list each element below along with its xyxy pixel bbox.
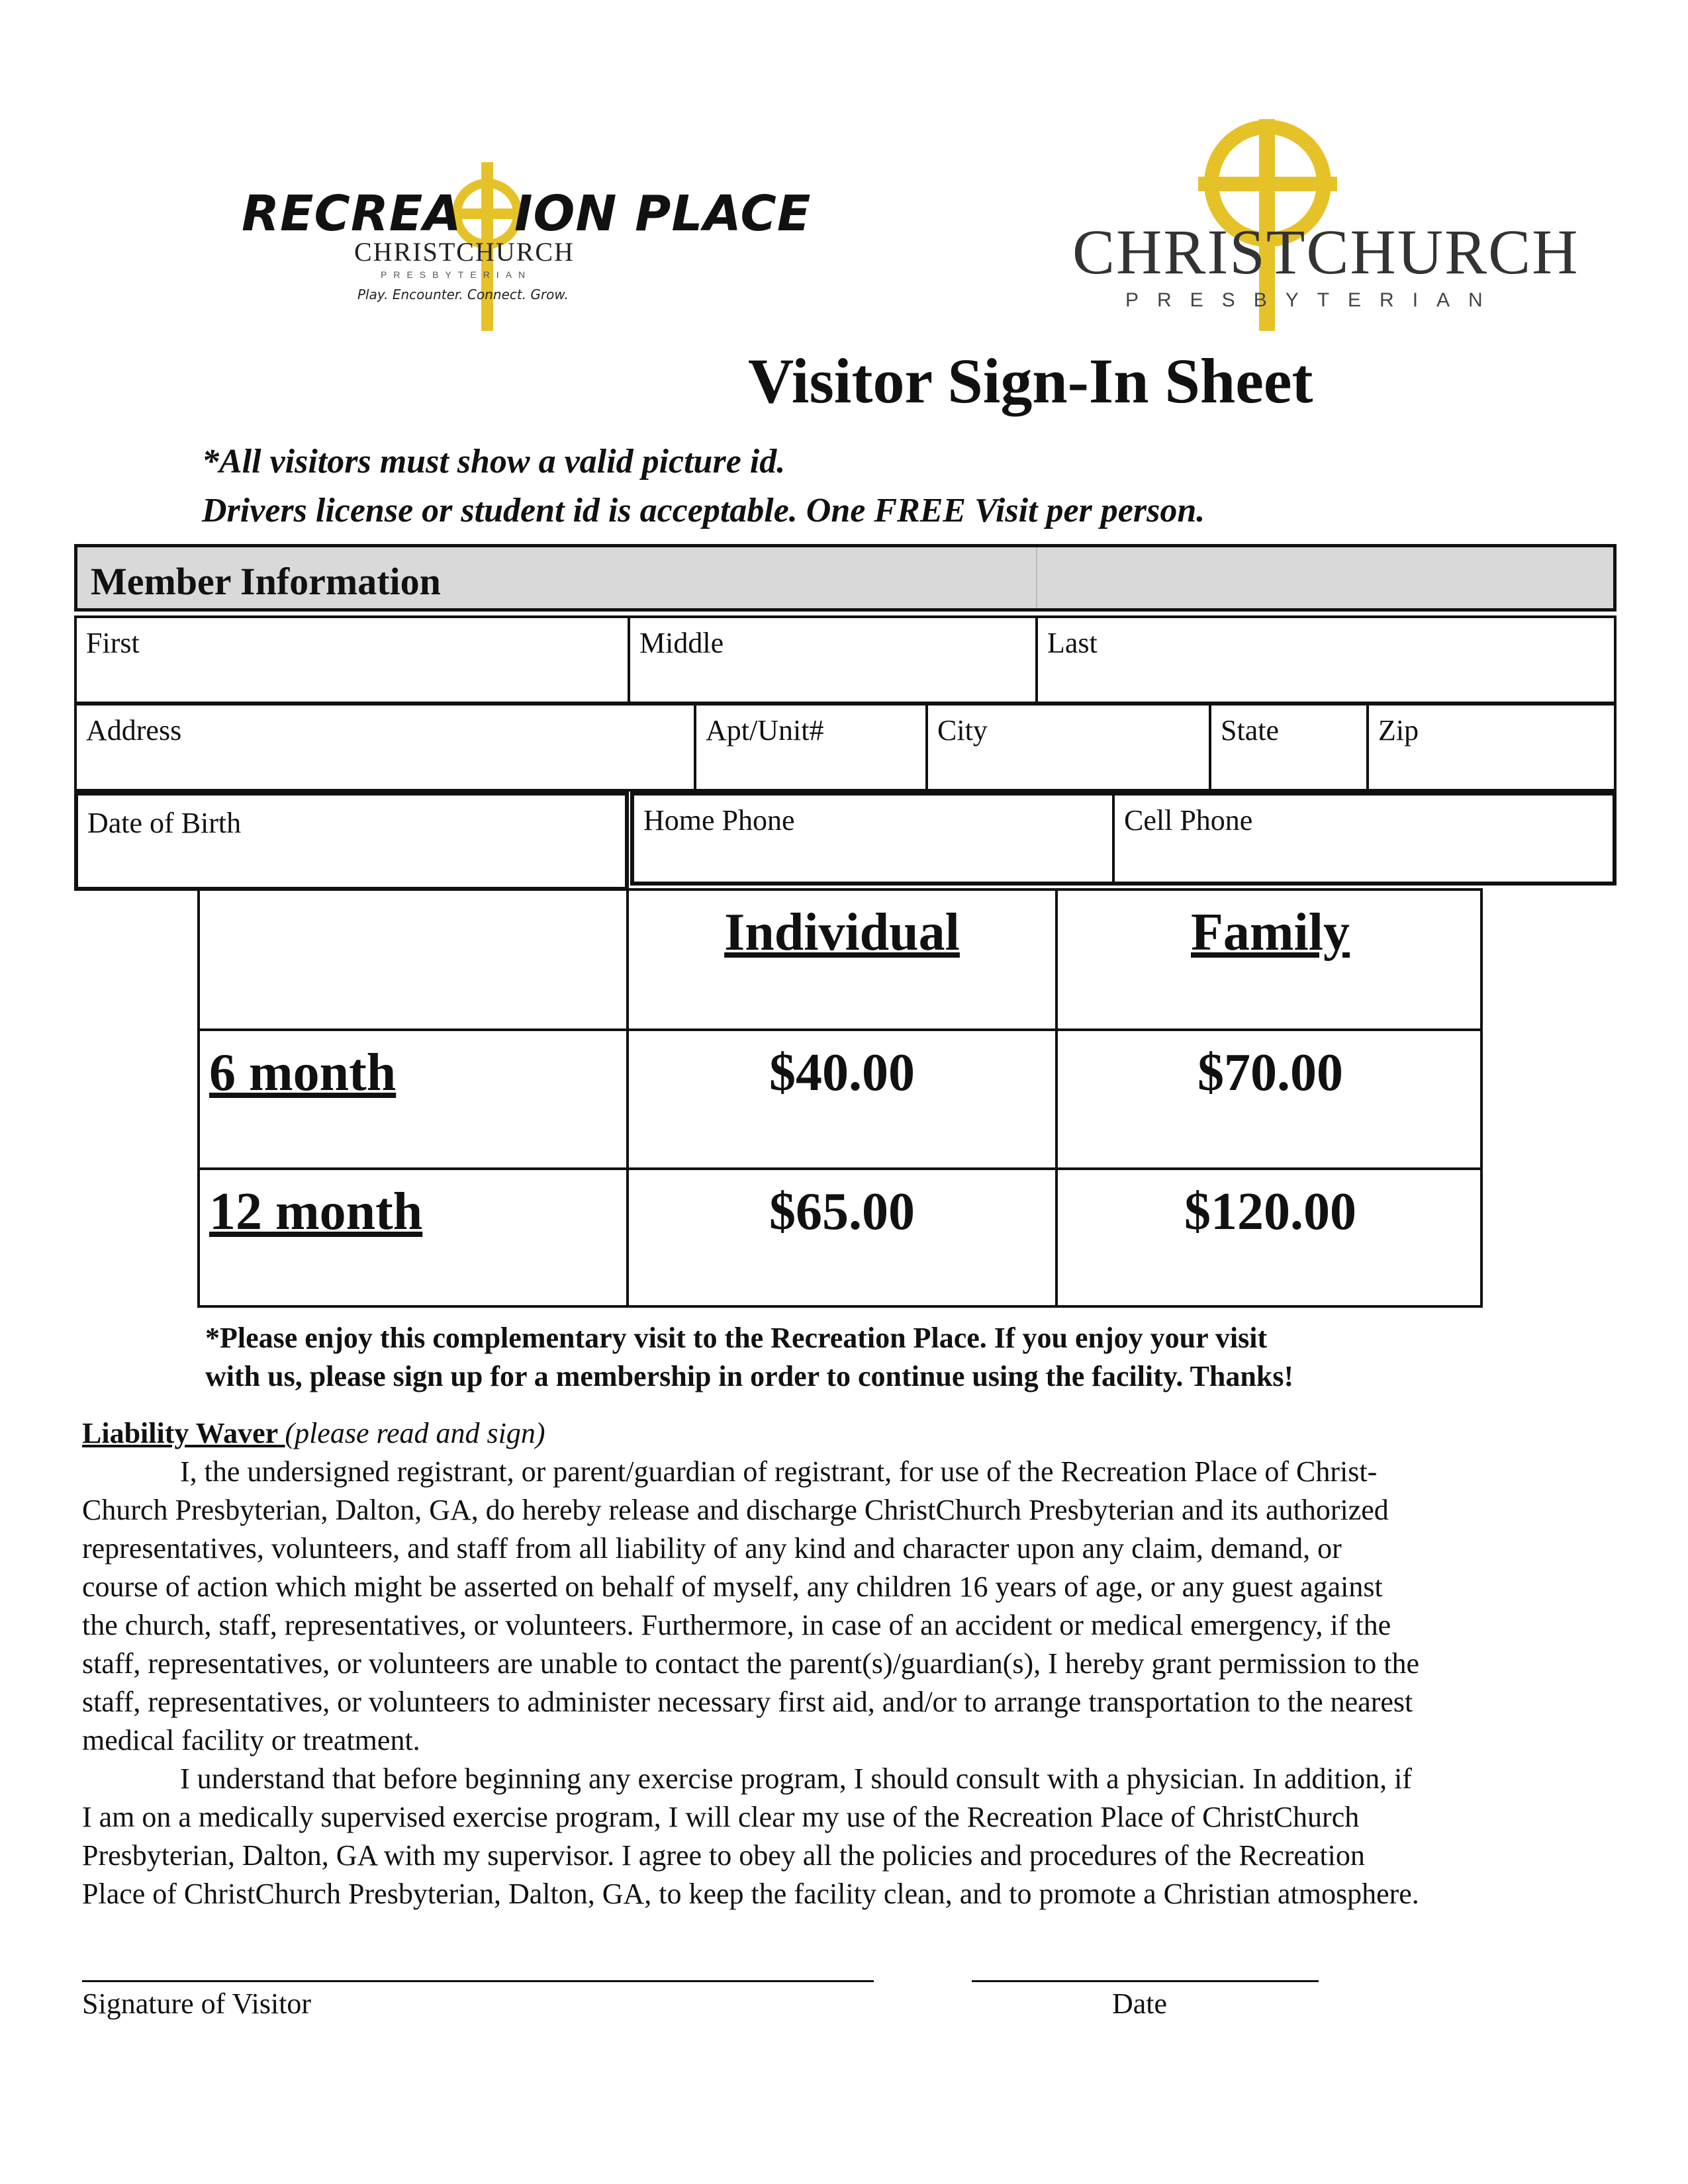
waiver-line: staff, representatives, or volunteers are unable to contact the parent(s)/guardian(s), I hereby grant permission to the — [82, 1647, 1420, 1680]
individual-header-label: Individual — [724, 903, 960, 962]
zip-field[interactable] — [1369, 705, 1614, 789]
waiver-line: representatives, volunteers, and staff from all liability of any kind and character upon any claim, demand, or — [82, 1532, 1342, 1565]
family-header — [1058, 891, 1483, 1031]
logo-subtitle: CHRISTCHURCH — [354, 237, 575, 267]
pricing-corner — [200, 891, 629, 1031]
price-6-family-value: $70.00 — [1197, 1044, 1343, 1102]
home-phone-field[interactable] — [634, 796, 1112, 882]
row-12-month — [200, 1170, 629, 1308]
row-6-month — [200, 1031, 629, 1170]
id-note: *All visitors must show a valid picture id. — [202, 443, 786, 480]
individual-header — [629, 891, 1058, 1031]
waiver-line: course of action which might be asserted on behalf of myself, any children 16 years of age, or any guest against — [82, 1570, 1383, 1603]
waiver-line: I, the undersigned registrant, or parent/guardian of registrant, for use of the Recreation Place of Christ- — [180, 1455, 1378, 1488]
enjoy-note: *Please enjoy this complementary visit to the Recreation Place. If you enjoy your visit — [205, 1322, 1268, 1354]
last-name-label: Last — [1047, 627, 1098, 659]
address-field[interactable] — [77, 705, 694, 789]
home-phone-label: Home Phone — [643, 804, 795, 837]
cell-phone-field[interactable] — [1115, 796, 1613, 882]
address-row — [74, 703, 1617, 792]
enjoy-note-2: with us, please sign up for a membership in order to continue using the facility. Thanks! — [205, 1360, 1294, 1392]
waiver-line: Presbyterian, Dalton, GA with my supervisor. I agree to obey all the policies and procedures of the Recreation — [82, 1839, 1365, 1872]
waiver-line: Church Presbyterian, Dalton, GA, do hereby release and discharge ChristChurch Presbyterian and its authorized — [82, 1494, 1389, 1526]
waiver-line: medical facility or treatment. — [82, 1724, 420, 1756]
middle-name-field[interactable] — [630, 618, 1035, 702]
waiver-title: Liability Waver — [82, 1417, 285, 1449]
date-label: Date — [1112, 1987, 1168, 2020]
price-6-individual — [629, 1031, 1058, 1170]
first-name-label: First — [86, 627, 140, 659]
cell-phone-label: Cell Phone — [1124, 804, 1253, 837]
logo-name: CHRISTCHURCH — [1072, 216, 1579, 287]
signature-line[interactable] — [82, 1980, 874, 1982]
state-field[interactable] — [1211, 705, 1366, 789]
apt-field[interactable] — [696, 705, 925, 789]
waiver-line: staff, representatives, or volunteers to administer necessary first aid, and/or to arrange transportation to the nearest — [82, 1686, 1413, 1718]
id-note-2: Drivers license or student id is acceptable. One FREE Visit per person. — [202, 492, 1205, 529]
waiver-line: I am on a medically supervised exercise program, I will clear my use of the Recreation Place of ChristChurch — [82, 1801, 1360, 1833]
waiver-title-note: (please read and sign) — [285, 1417, 545, 1449]
state-label: State — [1221, 714, 1279, 747]
first-name-field[interactable] — [77, 618, 628, 702]
dob-field[interactable] — [74, 792, 629, 891]
waiver-line: the church, staff, representatives, or volunteers. Furthermore, in case of an accident or medical emergency, if the — [82, 1609, 1391, 1641]
christchurch-logo — [1072, 116, 1579, 334]
family-header-label: Family — [1191, 903, 1350, 962]
price-12-family-value: $120.00 — [1184, 1183, 1356, 1241]
date-line[interactable] — [972, 1980, 1319, 1982]
recreation-place-logo — [242, 156, 812, 334]
row-12-month-label: 12 month — [209, 1183, 423, 1241]
logo-title-part1: RECREA — [242, 185, 462, 242]
city-field[interactable] — [928, 705, 1209, 789]
member-info-title: Member Information — [91, 560, 441, 603]
price-12-individual-value: $65.00 — [769, 1183, 915, 1241]
name-row — [74, 615, 1617, 704]
address-label: Address — [86, 714, 182, 747]
waiver-heading — [82, 1416, 545, 1450]
phone-row — [630, 792, 1617, 886]
price-6-individual-value: $40.00 — [769, 1044, 915, 1102]
price-12-family — [1058, 1170, 1483, 1308]
apt-label: Apt/Unit# — [706, 714, 824, 747]
member-info-header — [74, 544, 1617, 612]
last-name-field[interactable] — [1038, 618, 1614, 702]
logo-tagline: Play. Encounter. Connect. Grow. — [357, 287, 569, 302]
waiver-line: I understand that before beginning any exercise program, I should consult with a physician. In addition, if — [180, 1762, 1412, 1795]
logo-subname: PRESBYTERIAN — [1125, 289, 1501, 311]
zip-label: Zip — [1378, 714, 1419, 747]
city-label: City — [937, 714, 988, 747]
waiver-line: Place of ChristChurch Presbyterian, Dalton, GA, to keep the facility clean, and to promote a Christian atmosphere. — [82, 1878, 1419, 1910]
price-6-family — [1058, 1031, 1483, 1170]
price-12-individual — [629, 1170, 1058, 1308]
logo-title-part2: ION PLACE — [514, 185, 812, 242]
middle-name-label: Middle — [639, 627, 724, 659]
page-title: Visitor Sign-In Sheet — [748, 345, 1313, 416]
logo-tiny: PRESBYTERIAN — [381, 269, 532, 280]
signature-label: Signature of Visitor — [82, 1987, 312, 2020]
dob-label: Date of Birth — [87, 807, 242, 839]
pricing-table — [197, 888, 1483, 1308]
row-6-month-label: 6 month — [209, 1044, 397, 1102]
